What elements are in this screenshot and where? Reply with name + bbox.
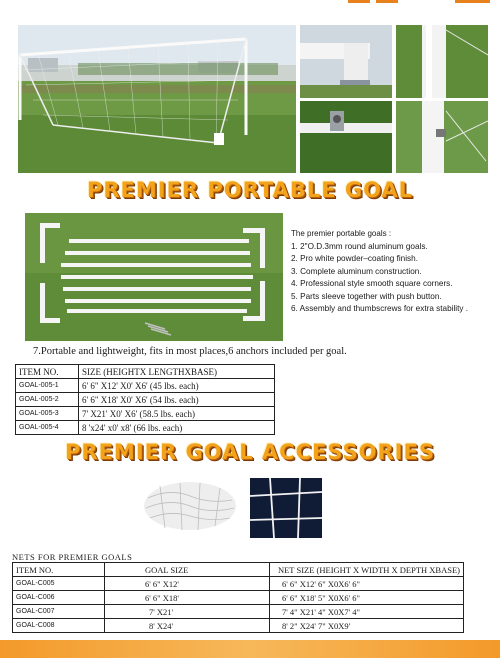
table-row (16, 393, 275, 407)
feature-item: 6. Assembly and thumbscrews for extra stability . (291, 304, 469, 314)
top-dash-decor (348, 0, 370, 3)
net-item-code: GOAL-C005 (13, 577, 105, 591)
feature-item: 1. 2"O.D.3mm round aluminum goals. (291, 242, 428, 251)
net-size: 6' 6" X12' 6" X0X6' 6" (269, 577, 463, 591)
corner-detail-image (300, 25, 392, 98)
column-header-net-size: NET SIZE (HEIGHT X WIDTH X DEPTH XBASE) (269, 563, 463, 577)
column-header-size: SIZE (HEIGHTX LENGTHXBASE) (79, 365, 275, 379)
table-row (13, 605, 464, 619)
goal-field-photo (18, 25, 296, 173)
table-row (16, 379, 275, 393)
top-dash-decor (376, 0, 398, 3)
feature-item: 2. Pro white powder–coating finish. (291, 254, 418, 264)
post-detail-photo (396, 25, 488, 98)
goal-size-table (15, 364, 275, 435)
net-size: 7' 4" X21' 4" X0X7' 4" (269, 605, 463, 619)
table-header-row (16, 365, 275, 379)
clamp-detail-photo (300, 101, 392, 173)
footer-bar (0, 640, 500, 658)
feature-item: 5. Parts sleeve together with push button. (291, 291, 442, 301)
features-list (291, 241, 496, 315)
net-item-code: GOAL-C007 (13, 605, 105, 619)
net-size: 8' 2" X24' 7" X0X9' (269, 619, 463, 633)
item-code: GOAL-005-2 (16, 393, 79, 407)
net-size: 6' 6" X18' 5" X0X6' 6" (269, 591, 463, 605)
feature-item: 4. Professional style smooth square corners. (291, 279, 453, 289)
table-row (13, 591, 464, 605)
column-header-item-no: ITEM NO. (13, 563, 105, 577)
net-closeup-image (250, 478, 322, 538)
goal-field-image (18, 25, 296, 173)
goal-size: 7' X21' (104, 605, 269, 619)
net-item-code: GOAL-C008 (13, 619, 105, 633)
item-size: 6' 6" X18' X0' X6' (54 lbs. each) (79, 393, 275, 407)
table-row (13, 619, 464, 633)
item-size: 6' 6" X12' X0' X6' (45 lbs. each) (79, 379, 275, 393)
table-header-row (13, 563, 464, 577)
nets-table (12, 562, 464, 633)
corner-detail-photo (300, 25, 392, 98)
clamp-detail-image (300, 101, 392, 173)
folded-net-image (140, 478, 240, 534)
goal-size: 6' 6" X12' (104, 577, 269, 591)
item-code: GOAL-005-4 (16, 421, 79, 435)
net-hook-detail-image (396, 101, 488, 173)
table-row (13, 577, 464, 591)
heading-premier-portable-goal: PREMIER PORTABLE GOAL (86, 178, 414, 202)
goal-parts-image (25, 213, 283, 341)
column-header-goal-size: GOAL SIZE (104, 563, 269, 577)
top-dash-decor (455, 0, 490, 3)
net-closeup-photo (250, 478, 322, 538)
features-title: The premier portable goals : (291, 229, 392, 238)
feature-item: 3. Complete aluminum construction. (291, 266, 422, 276)
net-item-code: GOAL-C006 (13, 591, 105, 605)
nets-table-title: NETS FOR PREMIER GOALS (12, 552, 133, 562)
goal-size: 8' X24' (104, 619, 269, 633)
item-code: GOAL-005-1 (16, 379, 79, 393)
net-hook-detail-photo (396, 101, 488, 173)
table-row (16, 421, 275, 435)
post-detail-image (396, 25, 488, 98)
heading-premier-goal-accessories: PREMIER GOAL ACCESSORIES (65, 440, 435, 464)
column-header-item-no: ITEM NO. (16, 365, 79, 379)
folded-net-photo (140, 478, 240, 534)
goal-size: 6' 6" X18' (104, 591, 269, 605)
table-row (16, 407, 275, 421)
goal-parts-photo (25, 213, 283, 341)
item-size: 8 'x24' x0' x8' (66 lbs. each) (79, 421, 275, 435)
item-code: GOAL-005-3 (16, 407, 79, 421)
features-note: 7.Portable and lightweight, fits in most places,6 anchors included per goal. (33, 346, 347, 357)
item-size: 7' X21' X0' X6' (58.5 lbs. each) (79, 407, 275, 421)
